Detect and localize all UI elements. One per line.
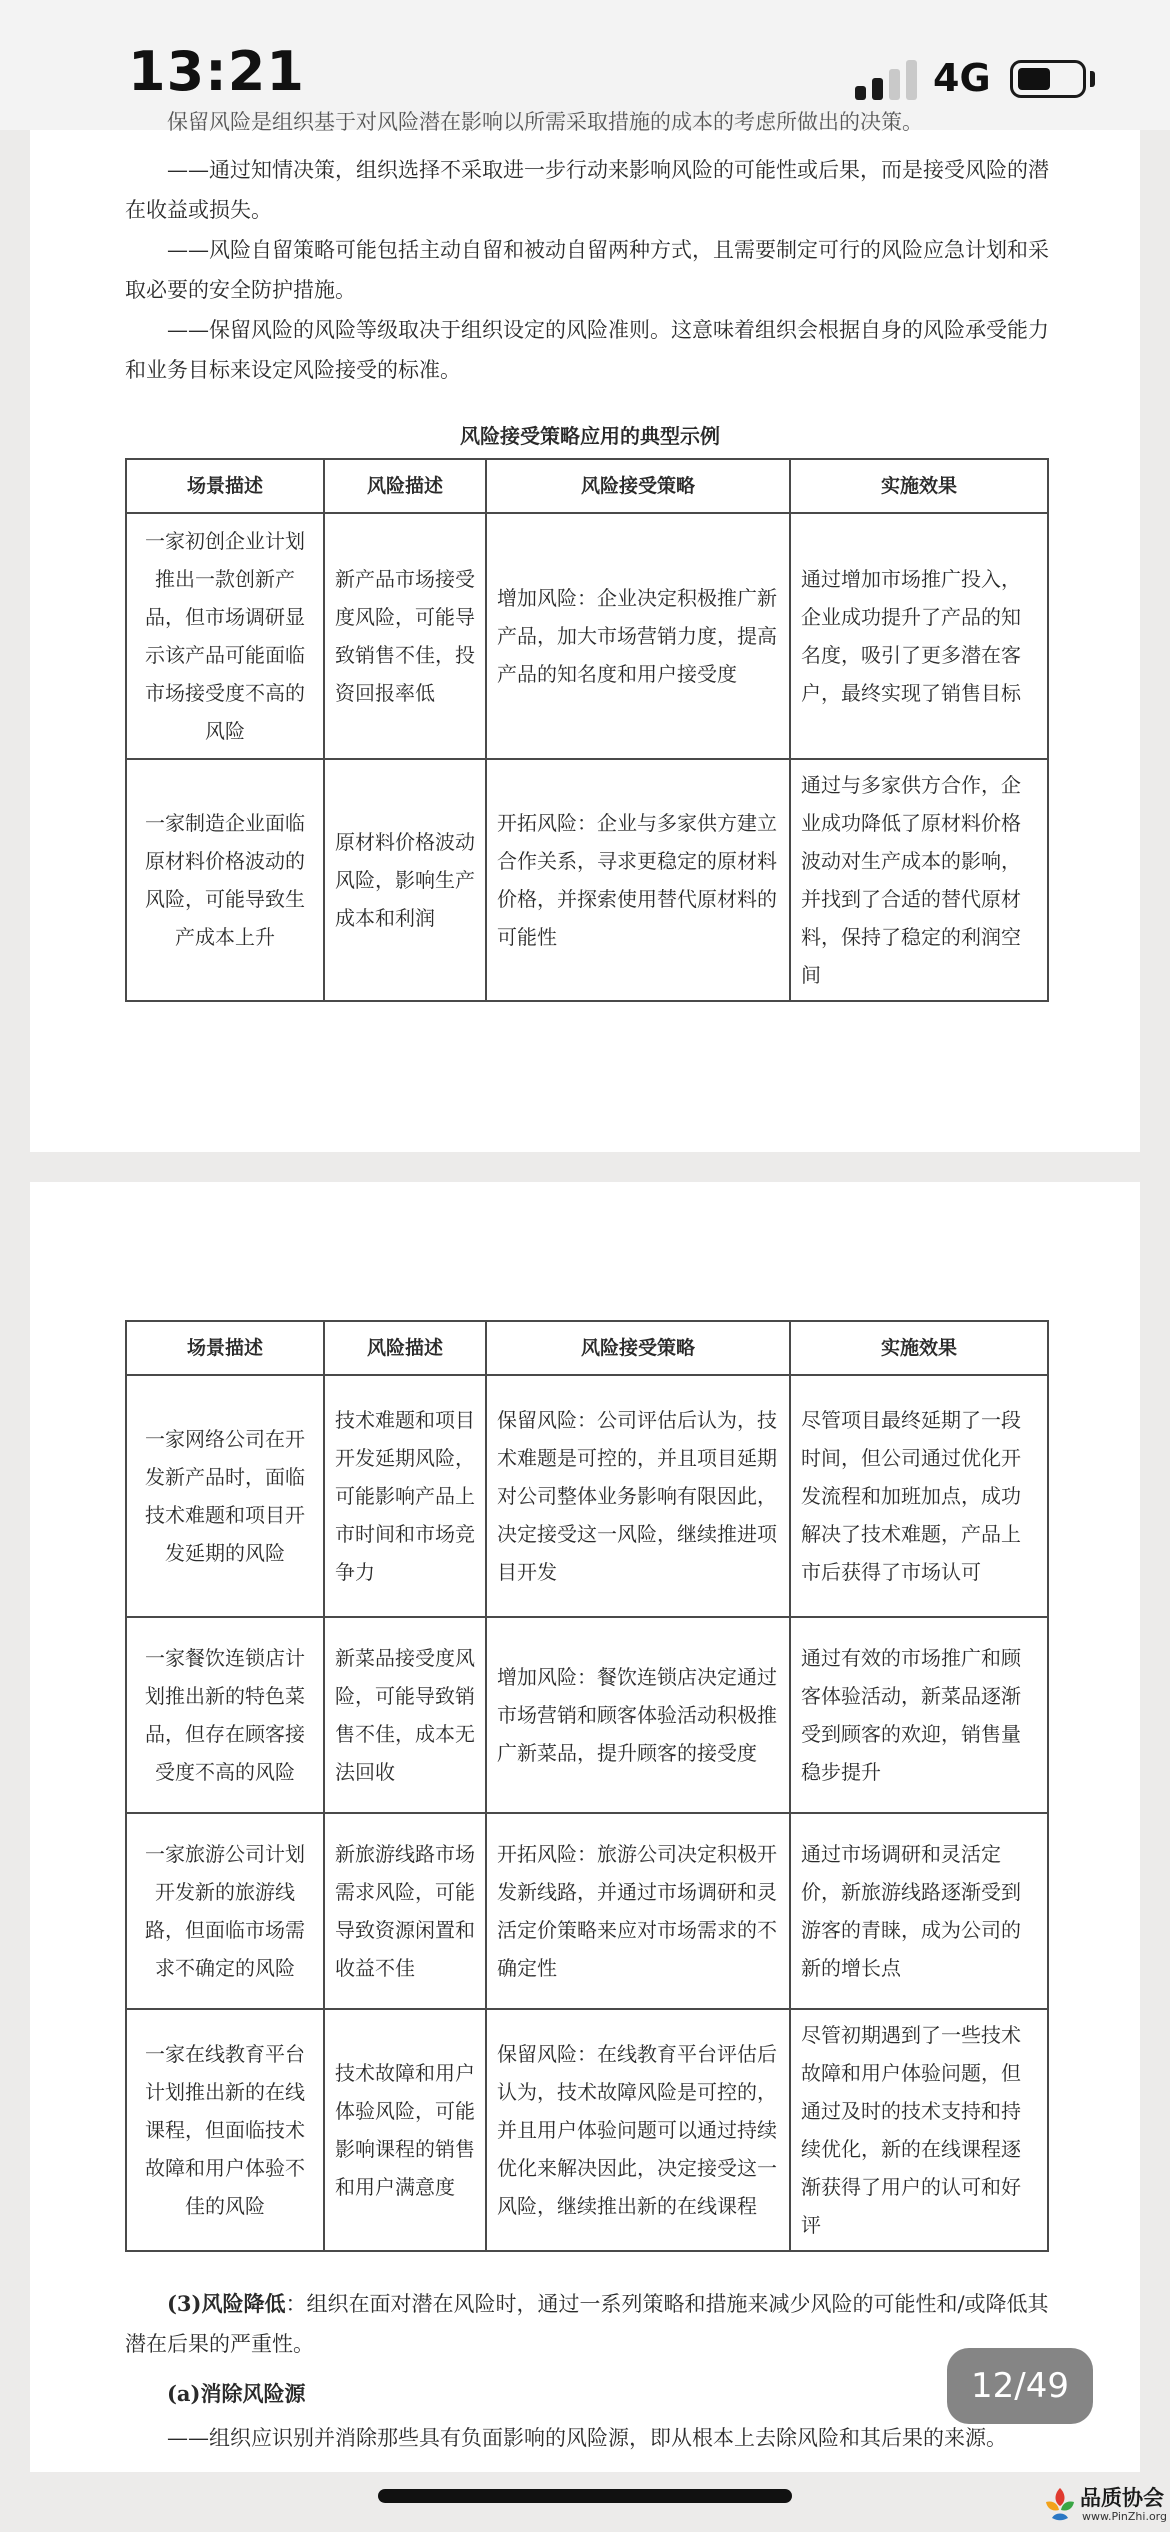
cell-risk: 原材料价格波动风险，影响生产成本和利润 [324, 759, 486, 1001]
header-scene: 场景描述 [126, 459, 324, 513]
risk-acceptance-table-2 [125, 1320, 1049, 2252]
page-indicator: 12/49 [947, 2348, 1093, 2424]
cell-strategy: 保留风险：在线教育平台评估后认为，技术故障风险是可控的，并且用户体验问题可以通过持续优化来解决因此，决定接受这一风险，继续推出新的在线课程 [486, 2009, 790, 2251]
cell-effect: 通过有效的市场推广和顾客体验活动，新菜品逐渐受到顾客的欢迎，销售量稳步提升 [790, 1617, 1048, 1813]
battery-icon [1010, 60, 1086, 98]
cell-strategy: 增加风险：企业决定积极推广新产品，加大市场营销力度，提高产品的知名度和用户接受度 [486, 513, 790, 759]
risk-reduction-label: (3)风险降低 [167, 2291, 286, 2316]
cell-strategy: 开拓风险：旅游公司决定积极开发新线路，并通过市场调研和灵活定价策略来应对市场需求的不确定性 [486, 1813, 790, 2009]
table-header-row [126, 459, 1048, 513]
cell-effect: 尽管项目最终延期了一段时间，但公司通过优化开发流程和加班加点，成功解决了技术难题，产品上市后获得了市场认可 [790, 1375, 1048, 1617]
risk-acceptance-table-1 [125, 458, 1049, 1002]
cell-risk: 新旅游线路市场需求风险，可能导致资源闲置和收益不佳 [324, 1813, 486, 2009]
cell-scene: 一家网络公司在开发新产品时，面临技术难题和项目开发延期的风险 [126, 1375, 324, 1617]
cell-effect: 通过与多家供方合作，企业成功降低了原材料价格波动对生产成本的影响，并找到了合适的替代原材料，保持了稳定的利润空间 [790, 759, 1048, 1001]
watermark-url: www.PinZhi.org [1082, 2510, 1167, 2523]
document-page-12[interactable] [30, 1182, 1140, 2472]
table-row [126, 1813, 1048, 2009]
risk-reduction-body: ：组织在面对潜在风险时，通过一系列策略和措施来减少风险的可能性和/或降低其潜在后果的严重性。 [125, 2292, 1049, 2356]
battery-tip [1090, 71, 1095, 87]
table-row [126, 513, 1048, 759]
subheading-eliminate-source: (a)消除风险源 [167, 2381, 306, 2406]
cell-scene: 一家初创企业计划推出一款创新产品，但市场调研显示该产品可能面临市场接受度不高的风险 [126, 513, 324, 759]
site-watermark [1040, 2478, 1168, 2530]
table-caption: 风险接受策略应用的典型示例 [460, 424, 720, 448]
cell-risk: 新产品市场接受度风险，可能导致销售不佳，投资回报率低 [324, 513, 486, 759]
pinzhi-logo-icon [1040, 2484, 1080, 2524]
document-page-11[interactable] [30, 110, 1140, 1152]
table-row [126, 2009, 1048, 2251]
cell-effect: 通过市场调研和灵活定价，新旅游线路逐渐受到游客的青睐，成为公司的新的增长点 [790, 1813, 1048, 2009]
cell-scene: 一家在线教育平台计划推出新的在线课程，但面临技术故障和用户体验不佳的风险 [126, 2009, 324, 2251]
paragraph-risk-reduction [125, 2284, 1055, 2364]
bullet-paragraph-2: ——风险自留策略可能包括主动自留和被动自留两种方式，且需要制定可行的风险应急计划和采取必要的安全防护措施。 [125, 238, 1049, 302]
status-time: 13:21 [128, 40, 305, 103]
cell-scene: 一家餐饮连锁店计划推出新的特色菜品，但存在顾客接受度不高的风险 [126, 1617, 324, 1813]
cellular-signal-icon [855, 58, 917, 100]
bullet-paragraph-3: ——保留风险的风险等级取决于组织设定的风险准则。这意味着组织会根据自身的风险承受能力和业务目标来设定风险接受的标准。 [125, 318, 1049, 382]
home-indicator[interactable] [378, 2489, 792, 2503]
header-scene: 场景描述 [126, 1321, 324, 1375]
cell-risk: 技术难题和项目开发延期风险，可能影响产品上市时间和市场竞争力 [324, 1375, 486, 1617]
table-header-row [126, 1321, 1048, 1375]
cell-scene: 一家旅游公司计划开发新的旅游线路，但面临市场需求不确定的风险 [126, 1813, 324, 2009]
cell-strategy: 开拓风险：企业与多家供方建立合作关系，寻求更稳定的原材料价格，并探索使用替代原材料的可能性 [486, 759, 790, 1001]
network-type: 4G [933, 56, 991, 100]
table-row [126, 1375, 1048, 1617]
bullet-paragraph-1: ——通过知情决策，组织选择不采取进一步行动来影响风险的可能性或后果，而是接受风险的潜在收益或损失。 [125, 158, 1049, 222]
header-effect: 实施效果 [790, 1321, 1048, 1375]
header-strategy: 风险接受策略 [486, 1321, 790, 1375]
cell-effect: 通过增加市场推广投入，企业成功提升了产品的知名度，吸引了更多潜在客户，最终实现了销售目标 [790, 513, 1048, 759]
header-effect: 实施效果 [790, 459, 1048, 513]
cell-strategy: 保留风险：公司评估后认为，技术难题是可控的，并且项目延期对公司整体业务影响有限因此，决定接受这一风险，继续推进项目开发 [486, 1375, 790, 1617]
clipped-text-line: 保留风险是组织基于对风险潜在影响以所需采取措施的成本的考虑所做出的决策。 [167, 110, 923, 134]
cell-effect: 尽管初期遇到了一些技术故障和用户体验问题，但通过及时的技术支持和持续优化，新的在线课程逐渐获得了用户的认可和好评 [790, 2009, 1048, 2251]
header-strategy: 风险接受策略 [486, 459, 790, 513]
header-risk: 风险描述 [324, 1321, 486, 1375]
cell-risk: 新菜品接受度风险，可能导致销售不佳，成本无法回收 [324, 1617, 486, 1813]
bullet-paragraph-eliminate: ——组织应识别并消除那些具有负面影响的风险源，即从根本上去除风险和其后果的来源。 [167, 2426, 1007, 2450]
cell-strategy: 增加风险：餐饮连锁店决定通过市场营销和顾客体验活动积极推广新菜品，提升顾客的接受度 [486, 1617, 790, 1813]
watermark-title: 品质协会 [1080, 2486, 1164, 2510]
cell-risk: 技术故障和用户体验风险，可能影响课程的销售和用户满意度 [324, 2009, 486, 2251]
header-risk: 风险描述 [324, 459, 486, 513]
table-row [126, 759, 1048, 1001]
cell-scene: 一家制造企业面临原材料价格波动的风险，可能导致生产成本上升 [126, 759, 324, 1001]
table-row [126, 1617, 1048, 1813]
